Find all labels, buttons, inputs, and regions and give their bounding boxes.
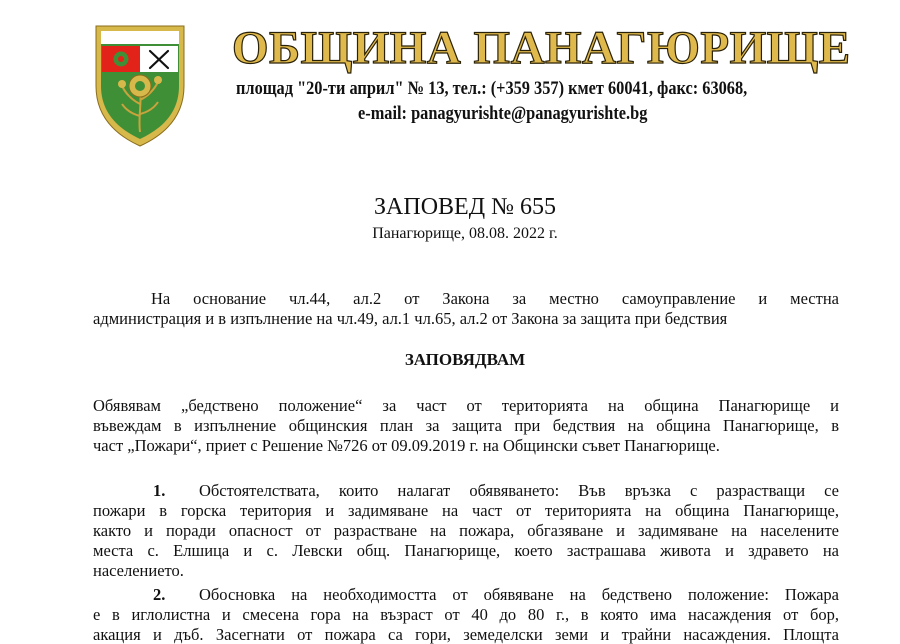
order-title: ЗАПОВЕД № 655 bbox=[374, 194, 556, 220]
item-line: както и поради опасност от разрастване на пожара, обгазяване и задимяване на населените bbox=[93, 521, 839, 540]
order-verb-heading: ЗАПОВЯДВАМ bbox=[404, 350, 526, 369]
numbered-item-2 bbox=[93, 585, 839, 644]
numbered-item-1 bbox=[93, 481, 839, 581]
municipality-email: e-mail: panagyurishte@panagyurishte.bg bbox=[358, 103, 648, 124]
item-line: Обстоятелствата, които налагат обявяването: Във връзка с разрастващи се bbox=[199, 481, 839, 500]
declaration-line: въвеждам в изпълнение общинския план за защита при бедствия на община Панагюрище, в bbox=[93, 416, 839, 435]
municipality-address: площад "20-ти април" № 13, тел.: (+359 357) кмет 60041, факс: 63068, bbox=[236, 78, 748, 99]
item-line: е в иглолистна и смесена гора на възраст от 40 до 80 г., в която има насаждения от бор, bbox=[93, 605, 839, 624]
municipal-crest bbox=[92, 24, 188, 148]
item-line: Обосновка на необходимостта от обявяване на бедствено положение: Пожара bbox=[199, 585, 839, 604]
legal-basis-paragraph bbox=[93, 289, 839, 329]
item-line: пожари в горска територия и задимяване на част от територията на община Панагюрище, bbox=[93, 501, 839, 520]
declaration-line: Обявявам „бедствено положение“ за част от територията на община Панагюрище и bbox=[93, 396, 839, 415]
crest-shield-icon bbox=[92, 24, 188, 148]
item-line: акация и дъб. Засегнати от пожара са гори, земеделски земи и трайни насаждения. Площта bbox=[93, 625, 839, 644]
legal-basis-line: администрация и в изпълнение на чл.49, ал.1 чл.65, ал.2 от Закона за защита при бедствия bbox=[93, 309, 728, 328]
order-place-date: Панагюрище, 08.08. 2022 г. bbox=[372, 225, 558, 242]
declaration-line: част „Пожари“, приет с Решение №726 от 09.09.2019 г. на Общински съвет Панагюрище. bbox=[93, 436, 720, 455]
item-number: 1. bbox=[153, 481, 166, 500]
legal-basis-line: На основание чл.44, ал.2 от Закона за местно самоуправление и местна bbox=[151, 289, 839, 308]
declaration-paragraph bbox=[93, 396, 839, 456]
item-number: 2. bbox=[153, 585, 166, 604]
item-line: населението. bbox=[93, 561, 184, 580]
municipality-name: ОБЩИНА ПАНАГЮРИЩЕ bbox=[232, 22, 851, 74]
item-line: места с. Елшица и с. Левски общ. Панагюрище, което застрашава живота и здравето на bbox=[93, 541, 839, 560]
